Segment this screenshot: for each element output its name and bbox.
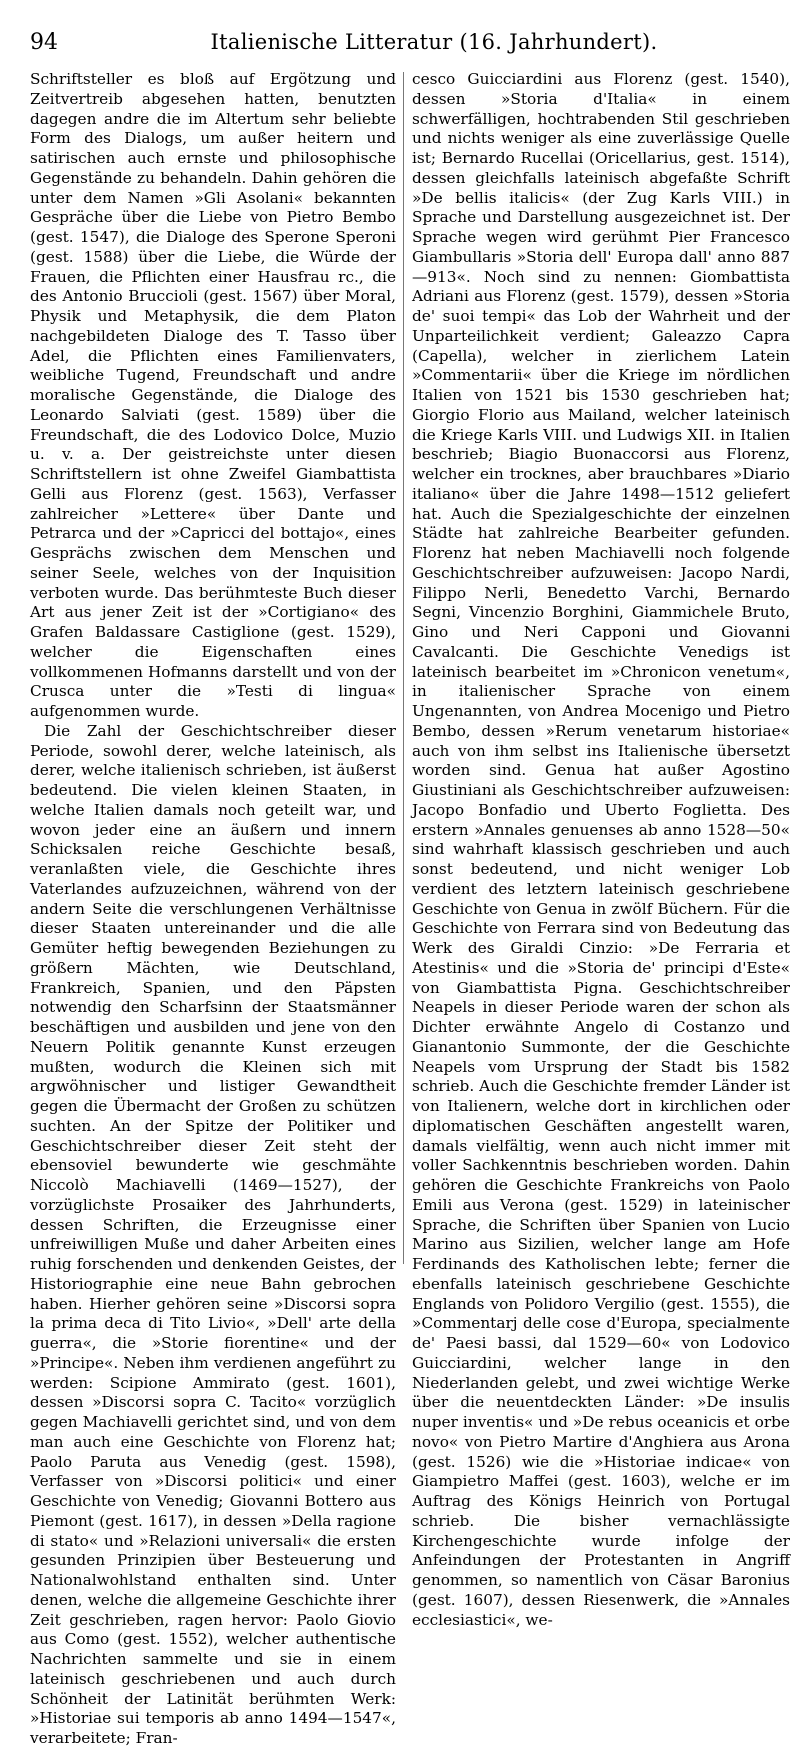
paragraph-historians-continued: cesco Guicciardini aus Florenz (gest. 1540), dessen »Storia d'Italia« in einem schwerfälligen, hochtrabenden Stil geschrieben und nichts weniger als eine zuverlässige Quelle ist; Bernardo Rucellai (Oricellarius, gest. 1514), dessen gleichfalls lateinisch abgefaßte Schrift »De bellis italicis« (der Zug Karls VIII.) in Sprache und Darstellung ausgezeichnet ist. Der Sprache wegen wird gerühmt Pier Francesco Giambullaris »Storia dell' Europa dall' anno 887—913«. Noch sind zu nennen: Giombattista Adriani aus Florenz (gest. 1579), dessen »Storia de' suoi tempi« das Lob der Wahrheit und der Unparteilichkeit verdient; Galeazzo Capra (Capella), welcher in zierlichem Latein »Commentarii« über die Kriege im nördlichen Italien von 1521 bis 1530 geschrieben hat; Giorgio Florio aus Mailand, welcher lateinisch die Kriege Karls VIII. und Ludwigs XII. in Italien beschrieb; Biagio Buonaccorsi aus Florenz, welcher ein trocknes, aber brauchbares »Diario italiano« über die Jahre 1498—1512 geliefert hat. Auch die Spezialgeschichte der einzelnen Städte hat zahlreiche Bearbeiter gefunden. Florenz hat neben Machiavelli noch folgende Geschichtschreiber aufzuweisen: Jacopo Nardi, Filippo Nerli, Benedetto Varchi, Bernardo Segni, Vincenzio Borghini, Giammichele Bruto, Gino und Neri Capponi und Giovanni Cavalcanti. Die Geschichte Venedigs ist lateinisch bearbeitet im »Chronicon venetum«, in italienischer Sprache von einem Ungenannten, von Andrea Mocenigo und Pietro Bembo, dessen »Rerum venetarum historiae« auch von ihm selbst ins Italienische übersetzt worden sind. Genua hat außer Agostino Giustiniani als Geschichtschreiber aufzuweisen: Jacopo Bonfadio und Uberto Foglietta. Des erstern »Annales genuenses ab anno 1528—50« sind wahrhaft klassisch geschrieben und auch sonst bedeutend, und nicht weniger Lob verdient des letztern lateinisch geschriebene Geschichte von Genua in zwölf Büchern. Für die Geschichte von Ferrara sind von Bedeutung das Werk des Giraldi Cinzio: »De Ferraria et Atestinis« und die »Storia de' principi d'Este« von Giambattista Pigna. Geschichtschreiber Neapels in dieser Periode waren der schon als Dichter erwähnte Angelo di Costanzo und Gianantonio Summonte, der die Geschichte Neapels vom Ursprung der Stadt bis 1582 schrieb. Auch die Geschichte fremder Länder ist von Italienern, welche dort in kirchlichen oder diplomatischen Geschäften angestellt waren, damals vielfältig, wenn auch nicht immer mit voller Sachkenntnis beschrieben worden. Dahin gehören die Geschichte Frankreichs von Paolo Emili aus Verona (gest. 1529) in lateinischer Sprache, die Schriften über Spanien von Lucio Marino aus Sizilien, welcher lange am Hofe Ferdinands des Katholischen lebte; ferner die ebenfalls lateinisch geschriebene Geschichte Englands von Polidoro Vergilio (gest. 1555), die »Commentarj delle cose d'Europa, specialmente de' Paesi bassi, dal 1529—60« von Lodovico Guicciardini, welcher lange in den Niederlanden gelebt, und zwei wichtige Werke über die neuentdeckten Länder: »De insulis nuper inventis« und »De rebus oceanicis et orbe novo« von Pietro Martire d'Anghiera aus Arona (gest. 1526) wie die »Historiae indicae« von Giampietro Maffei (gest. 1603), welche er im Auftrag des Königs Heinrich von Portugal schrieb. Die bisher vernachlässigte Kirchengeschichte wurde infolge der Anfeindungen der Protestanten in Angriff genommen, so namentlich von Cäsar Baronius (gest. 1607), dessen Riesenwerk, die »Annales ecclesiastici«, we- (412, 70, 790, 1629)
page-number: 94 (30, 30, 58, 55)
page-header (30, 30, 788, 64)
right-column (412, 70, 790, 1629)
column-divider (403, 72, 404, 1264)
paragraph-historians: Die Zahl der Geschichtschreiber dieser Periode, sowohl derer, welche lateinisch, als derer, welche italienisch schrieben, ist äußerst bedeutend. Die vielen kleinen Staaten, in welche Italien damals noch geteilt war, und wovon jeder eine an äußern und innern Schicksalen reiche Geschichte besaß, veranlaßten viele, die Geschichte ihres Vaterlandes aufzuzeichnen, während von der andern Seite die verschlungenen Verhältnisse dieser Staaten untereinander und die alle Gemüter heftig bewegenden Beziehungen zu größern Mächten, wie Deutschland, Frankreich, Spanien, und den Päpsten notwendig den Scharfsinn der Staatsmänner beschäftigen und ausbilden und jene von den Neuern Politik genannte Kunst erzeugen mußten, wodurch die Kleinen sich mit argwöhnischer und listiger Gewandtheit gegen die Übermacht der Großen zu schützen suchten. An der Spitze der Politiker und Geschichtschreiber dieser Zeit steht der ebensoviel bewunderte wie geschmähte Niccolò Machiavelli (1469—1527), der vorzüglichste Prosaiker des Jahrhunderts, dessen Schriften, die Erzeugnisse einer unfreiwilligen Muße und daher Arbeiten eines ruhig forschenden und denkenden Geistes, der Historiographie eine neue Bahn gebrochen haben. Hierher gehören seine »Discorsi sopra la prima deca di Tito Livio«, »Dell' arte della guerra«, die »Storie fiorentine« und der »Principe«. Neben ihm verdienen angeführt zu werden: Scipione Ammirato (gest. 1601), dessen »Discorsi sopra C. Tacito« vorzüglich gegen Machiavelli gerichtet sind, und von dem man auch eine Geschichte von Florenz hat; Paolo Paruta aus Venedig (gest. 1598), Verfasser von »Discorsi politici« und einer Geschichte von Venedig; Giovanni Bottero aus Piemont (gest. 1617), in dessen »Della ragione di stato« und »Relazioni universali« die ersten gesunden Prinzipien über Besteuerung und Nationalwohlstand enthalten sind. Unter denen, welche die allgemeine Geschichte ihrer Zeit geschrieben, ragen hervor: Paolo Giovio aus Como (gest. 1552), welcher authentische Nachrichten sammelte und sie in einem lateinisch geschriebenen und auch durch Schönheit der Latinität berühmten Werk: »Historiae sui temporis ab anno 1494—1547«, verarbeitete; Fran- (30, 721, 396, 1747)
running-title: Italienische Litteratur (16. Jahrhundert). (210, 30, 658, 54)
left-column (30, 70, 396, 1747)
paragraph-dialog-writers: Schriftsteller es bloß auf Ergötzung und Zeitvertreib abgesehen hatten, benutzten dagegen andre die im Altertum sehr beliebte Form des Dialogs, um außer heitern und satirischen auch ernste und philosophische Gegenstände zu behandeln. Dahin gehören die unter dem Namen »Gli Asolani« bekannten Gespräche über die Liebe von Pietro Bembo (gest. 1547), die Dialoge des Sperone Speroni (gest. 1588) über die Liebe, die Würde der Frauen, die Pflichten einer Hausfrau rc., die des Antonio Bruccioli (gest. 1567) über Moral, Physik und Metaphysik, die dem Platon nachgebildeten Dialoge des T. Tasso über Adel, die Pflichten eines Familienvaters, weibliche Tugend, Freundschaft und andre moralische Gegenstände, die Dialoge des Leonardo Salviati (gest. 1589) über die Freundschaft, die des Lodovico Dolce, Muzio u. v. a. Der geistreichste unter diesen Schriftstellern ist ohne Zweifel Giambattista Gelli aus Florenz (gest. 1563), Verfasser zahlreicher »Lettere« über Dante und Petrarca und der »Capricci del bottajo«, eines Gesprächs zwischen dem Menschen und seiner Seele, welches von der Inquisition verboten wurde. Das berühmteste Buch dieser Art aus jener Zeit ist der »Cortigiano« des Grafen Baldassare Castiglione (gest. 1529), welcher die Eigenschaften eines vollkommenen Hofmanns darstellt und von der Crusca unter die »Testi di lingua« aufgenommen wurde. (30, 70, 396, 720)
